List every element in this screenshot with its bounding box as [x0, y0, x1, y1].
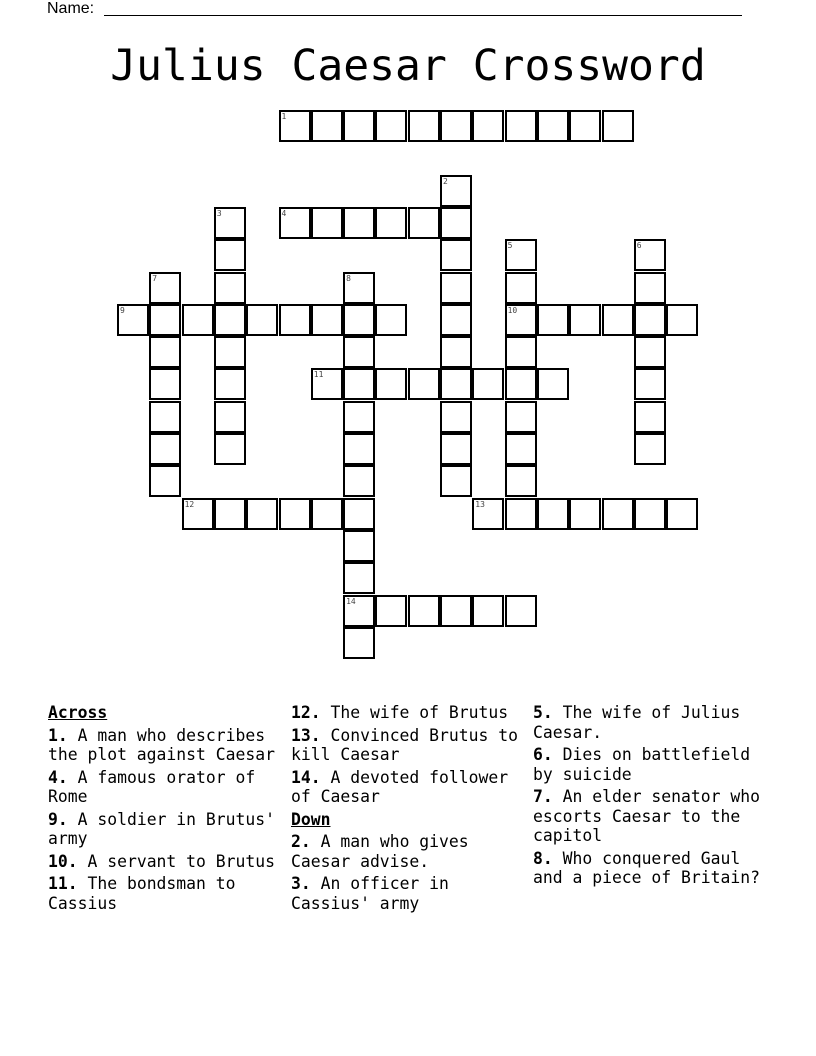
grid-cell[interactable]: [505, 272, 537, 304]
grid-cell[interactable]: [602, 498, 634, 530]
grid-cell[interactable]: [472, 368, 504, 400]
clue-item: [48, 768, 283, 807]
grid-cell[interactable]: [537, 304, 569, 336]
cell-number: 7: [152, 273, 158, 283]
grid-cell[interactable]: [149, 465, 181, 497]
grid-cell[interactable]: [505, 498, 537, 530]
cell-number: 3: [216, 208, 222, 218]
grid-cell[interactable]: [634, 239, 666, 271]
grid-cell[interactable]: [149, 304, 181, 336]
cell-number: 8: [346, 273, 351, 283]
clue-text: The wife of Julius Caesar.: [533, 703, 741, 742]
clue-item: [533, 849, 768, 888]
clue-item: [533, 745, 768, 784]
cell-number: 10: [507, 305, 518, 315]
grid-cell[interactable]: [634, 272, 666, 304]
grid-cell[interactable]: [602, 110, 634, 142]
clue-item: [48, 726, 283, 765]
grid-cell[interactable]: [569, 498, 601, 530]
grid-cell[interactable]: [375, 207, 407, 239]
clue-text: Convinced Brutus to kill Caesar: [291, 725, 518, 764]
grid-cell[interactable]: [569, 110, 601, 142]
clue-text: A man who gives Caesar advise.: [291, 832, 469, 871]
grid-cell[interactable]: [343, 336, 375, 368]
clue-number: 12.: [291, 703, 321, 722]
grid-cell[interactable]: [440, 175, 472, 207]
grid-cell[interactable]: [279, 304, 311, 336]
grid-cell[interactable]: [634, 368, 666, 400]
grid-cell[interactable]: [440, 207, 472, 239]
grid-cell[interactable]: [311, 207, 343, 239]
clue-number: 7.: [533, 787, 553, 806]
clue-text: A famous orator of Rome: [48, 767, 256, 806]
clue-item: [48, 874, 283, 913]
grid-cell[interactable]: [279, 110, 311, 142]
grid-cell[interactable]: [440, 465, 472, 497]
clue-text: A servant to Brutus: [87, 851, 275, 871]
grid-cell[interactable]: [343, 272, 375, 304]
grid-cell[interactable]: [505, 239, 537, 271]
grid-cell[interactable]: [537, 110, 569, 142]
cell-number: 13: [475, 499, 485, 509]
grid-cell[interactable]: [634, 498, 666, 530]
grid-cell[interactable]: [343, 368, 375, 400]
clue-text: The bondsman to Cassius: [48, 874, 236, 913]
grid-cell[interactable]: [214, 368, 246, 400]
clues-column-3: [533, 703, 768, 891]
grid-cell[interactable]: [279, 498, 311, 530]
grid-cell[interactable]: [440, 272, 472, 304]
clue-item: [48, 852, 283, 872]
grid-cell[interactable]: [343, 530, 375, 562]
grid-cell[interactable]: [666, 304, 698, 336]
grid-cell[interactable]: [214, 498, 246, 530]
grid-cell[interactable]: [375, 595, 407, 627]
grid-cell[interactable]: [634, 433, 666, 465]
cell-number: 4: [281, 208, 287, 218]
grid-cell[interactable]: [343, 304, 375, 336]
clue-item: [291, 832, 526, 871]
grid-cell[interactable]: [505, 336, 537, 368]
grid-cell[interactable]: [182, 498, 214, 530]
grid-cell[interactable]: [311, 498, 343, 530]
clue-text: An officer in Cassius' army: [291, 874, 449, 913]
clues-column-1: [48, 703, 283, 916]
grid-cell[interactable]: [343, 465, 375, 497]
clue-text: An elder senator who escorts Caesar to the capitol: [533, 787, 760, 845]
grid-cell[interactable]: [408, 368, 440, 400]
clue-number: 2.: [291, 832, 311, 851]
clue-item: [533, 703, 768, 742]
grid-cell[interactable]: [440, 595, 472, 627]
grid-cell[interactable]: [537, 368, 569, 400]
clue-item: [48, 810, 283, 849]
grid-cell[interactable]: [472, 498, 504, 530]
cell-number: 14: [346, 596, 356, 606]
cell-number: 2: [443, 176, 448, 186]
clue-text: Dies on battlefield by suicide: [533, 745, 751, 784]
grid-cell[interactable]: [375, 110, 407, 142]
clue-heading-across: Across: [48, 703, 108, 722]
clue-number: 6.: [533, 745, 553, 764]
clue-item: [291, 768, 526, 807]
grid-cell[interactable]: [440, 110, 472, 142]
name-label: Name:: [47, 0, 95, 17]
grid-cell[interactable]: [634, 401, 666, 433]
clue-item: [291, 703, 526, 723]
grid-cell[interactable]: [634, 336, 666, 368]
grid-cell[interactable]: [537, 498, 569, 530]
grid-cell[interactable]: [505, 433, 537, 465]
grid-cell[interactable]: [472, 595, 504, 627]
grid-cell[interactable]: [505, 401, 537, 433]
grid-cell[interactable]: [279, 207, 311, 239]
grid-cell[interactable]: [343, 627, 375, 659]
grid-cell[interactable]: [311, 110, 343, 142]
grid-cell[interactable]: [472, 110, 504, 142]
clue-number: 8.: [533, 848, 553, 868]
grid-cell[interactable]: [343, 401, 375, 433]
grid-cell[interactable]: [182, 304, 214, 336]
clue-number: 4.: [48, 767, 68, 787]
clue-number: 5.: [533, 703, 553, 722]
clue-number: 11.: [48, 874, 78, 893]
clue-item: [533, 787, 768, 846]
cell-number: 5: [507, 241, 513, 251]
grid-cell[interactable]: [343, 207, 375, 239]
grid-cell[interactable]: [602, 304, 634, 336]
grid-cell[interactable]: [343, 110, 375, 142]
clue-number: 9.: [48, 809, 68, 829]
grid-cell[interactable]: [149, 272, 181, 304]
grid-cell[interactable]: [343, 595, 375, 627]
clue-item: [291, 874, 526, 913]
grid-cell[interactable]: [440, 368, 472, 400]
grid-cell[interactable]: [246, 498, 278, 530]
clue-heading-down: Down: [291, 809, 331, 829]
grid-cell[interactable]: [408, 207, 440, 239]
grid-cell[interactable]: [149, 401, 181, 433]
cell-number: 1: [281, 112, 287, 121]
grid-cell[interactable]: [505, 304, 537, 336]
clue-item: [291, 726, 526, 765]
grid-cell[interactable]: [505, 110, 537, 142]
clue-number: 10.: [48, 851, 78, 871]
grid-cell[interactable]: [569, 304, 601, 336]
grid-cell[interactable]: [214, 239, 246, 271]
clue-number: 3.: [291, 874, 311, 893]
grid-cell[interactable]: [311, 304, 343, 336]
cell-number: 9: [120, 305, 125, 315]
grid-cell[interactable]: [311, 368, 343, 400]
grid-cell[interactable]: [149, 368, 181, 400]
page-title: Julius Caesar Crossword: [110, 41, 706, 91]
grid-cell[interactable]: [343, 433, 375, 465]
clue-number: 14.: [291, 767, 321, 787]
grid-cell[interactable]: [149, 433, 181, 465]
clues-column-2: [291, 703, 526, 916]
clue-text: Who conquered Gaul and a piece of Britain?: [533, 848, 760, 887]
grid-cell[interactable]: [440, 433, 472, 465]
clue-number: 13.: [291, 725, 321, 745]
grid-cell[interactable]: [505, 368, 537, 400]
clue-number: 1.: [48, 725, 68, 745]
clue-text: The wife of Brutus: [330, 703, 509, 722]
clue-text: A man who describes the plot against Caesar: [48, 725, 275, 764]
clue-text: A soldier in Brutus' army: [48, 809, 275, 848]
grid-cell[interactable]: [505, 465, 537, 497]
grid-cell[interactable]: [117, 304, 149, 336]
grid-cell[interactable]: [440, 239, 472, 271]
grid-cell[interactable]: [214, 304, 246, 336]
grid-cell[interactable]: [214, 336, 246, 368]
grid-cell[interactable]: [214, 272, 246, 304]
cell-number: 12: [184, 499, 195, 509]
grid-cell[interactable]: [375, 368, 407, 400]
grid-cell[interactable]: [214, 433, 246, 465]
grid-cell[interactable]: [666, 498, 698, 530]
clue-text: A devoted follower of Caesar: [291, 767, 509, 806]
grid-cell[interactable]: [505, 595, 537, 627]
grid-cell[interactable]: [375, 304, 407, 336]
grid-cell[interactable]: [440, 401, 472, 433]
grid-cell[interactable]: [343, 562, 375, 594]
grid-cell[interactable]: [408, 595, 440, 627]
grid-cell[interactable]: [246, 304, 278, 336]
grid-cell[interactable]: [214, 207, 246, 239]
grid-cell[interactable]: [440, 336, 472, 368]
grid-cell[interactable]: [149, 336, 181, 368]
cell-number: 6: [636, 241, 642, 251]
grid-cell[interactable]: [214, 401, 246, 433]
grid-cell[interactable]: [343, 498, 375, 530]
cell-number: 11: [313, 370, 324, 380]
grid-cell[interactable]: [440, 304, 472, 336]
grid-cell[interactable]: [634, 304, 666, 336]
grid-cell[interactable]: [408, 110, 440, 142]
